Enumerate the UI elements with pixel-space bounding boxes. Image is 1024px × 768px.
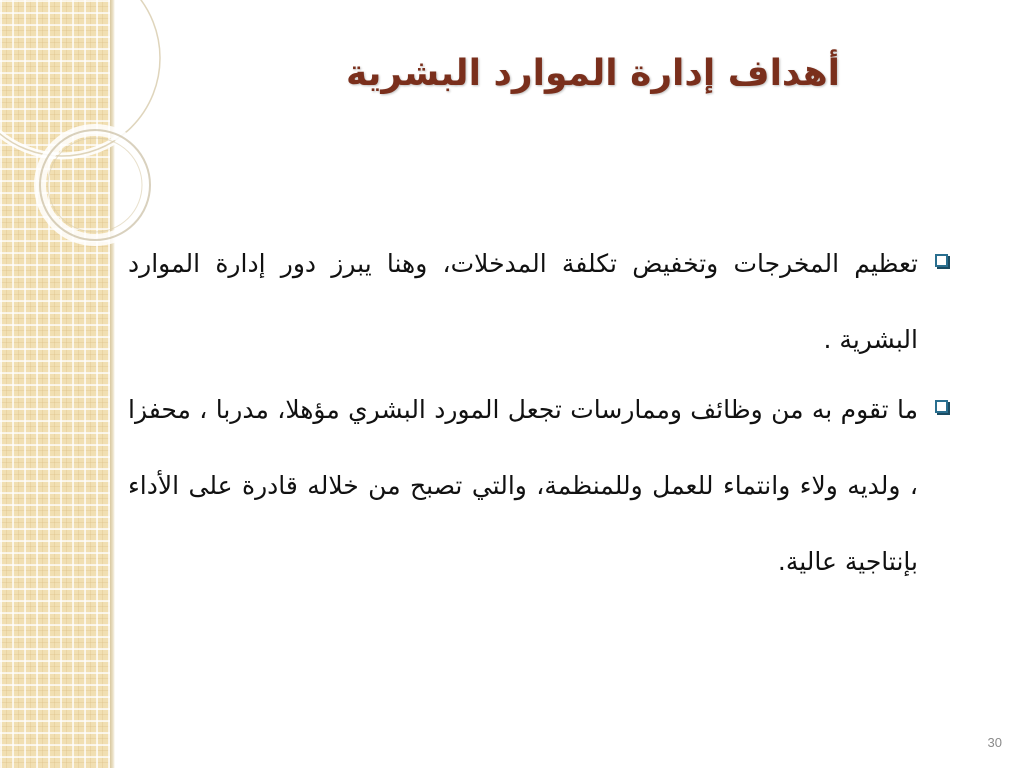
bullet-text: ما تقوم به من وظائف وممارسات تجعل المورد البشري مؤهلا، مدربا ، محفزا ، ولديه ولاء وانتماء للعمل وللمنظمة، والتي تصبح من خلاله قادرة على الأداء بإنتاجية عالية. — [128, 395, 918, 576]
bullet-item — [128, 372, 950, 600]
bullet-item — [128, 226, 950, 378]
slide-title: أهداف إدارة الموارد البشرية — [345, 53, 840, 94]
side-strip-edge — [110, 0, 115, 768]
page-number: 30 — [987, 735, 1002, 750]
decorative-side-strip — [0, 0, 110, 768]
bullet-text: تعظيم المخرجات وتخفيض تكلفة المدخلات، وهنا يبرز دور إدارة الموارد البشرية . — [128, 249, 918, 354]
bullet-list — [128, 232, 950, 600]
square-bullet-icon — [935, 254, 948, 267]
square-bullet-icon — [935, 400, 948, 413]
